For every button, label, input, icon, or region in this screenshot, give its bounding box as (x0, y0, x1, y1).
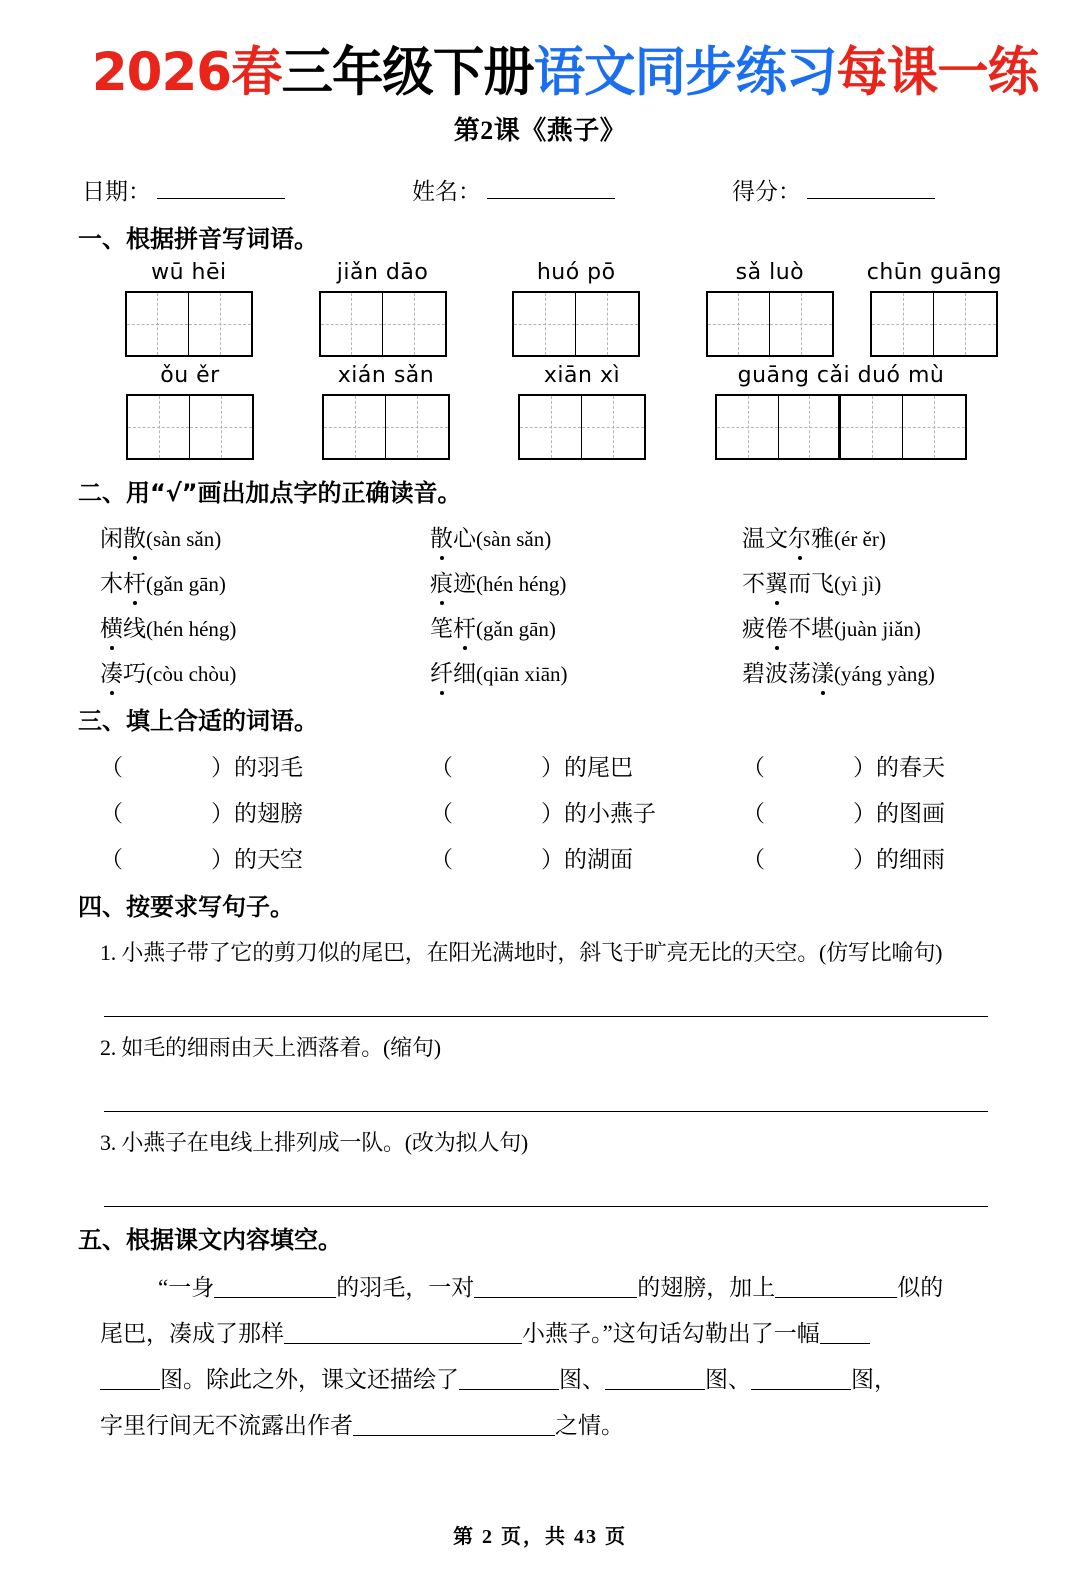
close-paren: ） (541, 755, 564, 781)
tianzige-cell[interactable] (717, 396, 779, 458)
cloze-line-1 (100, 1265, 1002, 1311)
title-segment-1: 三年级下册 (281, 42, 534, 103)
word-fill-text: 的图画 (876, 801, 945, 827)
pronunciation-choice-row (78, 520, 1002, 553)
pinyin-options[interactable]: (còu chòu) (146, 662, 237, 687)
tianzige-cell[interactable] (708, 293, 770, 355)
open-paren: （ (430, 755, 453, 781)
tianzige-cell[interactable] (779, 396, 841, 458)
section-2-heading: 二、用“√”画出加点字的正确读音。 (78, 479, 462, 508)
character: 巧 (123, 661, 146, 687)
answer-line[interactable] (104, 981, 988, 1017)
word-fill-text: 的细雨 (876, 847, 945, 873)
cloze-blank-5b[interactable] (100, 1368, 160, 1390)
close-paren: ） (853, 847, 876, 873)
tianzige-grid[interactable] (322, 394, 450, 460)
tianzige-cell[interactable] (386, 396, 448, 458)
pinyin-grid-group (479, 260, 673, 357)
character: 堪 (811, 616, 834, 642)
word-fill-text: 的天空 (234, 847, 303, 873)
pronunciation-choice-item[interactable] (742, 565, 881, 598)
pinyin-grid-group (92, 260, 286, 357)
cloze-text-1a: “一身 (158, 1275, 215, 1301)
word-fill-text: 的尾巴 (564, 755, 633, 781)
tianzige-cell[interactable] (383, 293, 445, 355)
close-paren: ） (541, 847, 564, 873)
cloze-text-3a: 图。除此之外，课文还描绘了 (160, 1367, 459, 1393)
cloze-blank-4[interactable] (284, 1322, 522, 1344)
section-1-heading: 一、根据拼音写词语。 (78, 225, 318, 254)
sentence-prompt: 2. 如毛的细雨由天上洒落着。(缩句) (100, 1035, 441, 1061)
pinyin-grid-group (673, 260, 867, 357)
pronunciation-choice-item[interactable] (100, 520, 430, 553)
pinyin-options[interactable]: (gǎn gān) (146, 572, 226, 597)
page-footer: 第 2 页，共 43 页 (453, 1526, 627, 1548)
pronunciation-choice-row (78, 655, 1002, 688)
word-fill-text: 的羽毛 (234, 755, 303, 781)
cloze-text-4b: 之情。 (555, 1413, 624, 1439)
character: 细 (453, 661, 476, 687)
character: 而 (788, 571, 811, 597)
character: 线 (123, 616, 146, 642)
pronunciation-choice-item[interactable] (430, 610, 742, 643)
character: 飞 (811, 571, 834, 597)
cloze-text-4a: 字里行间无不流露出作者 (100, 1413, 353, 1439)
pinyin-options[interactable]: (qiān xiān) (476, 662, 568, 687)
character: 笔 (430, 616, 453, 642)
open-paren: （ (742, 801, 765, 827)
tianzige-cell[interactable] (520, 396, 582, 458)
close-paren: ） (853, 755, 876, 781)
cloze-blank-6[interactable] (459, 1368, 559, 1390)
dotted-character: 杆 (123, 565, 146, 598)
pinyin-options[interactable]: (gǎn gān) (476, 617, 556, 642)
word-fill-item[interactable] (100, 841, 430, 874)
tianzige-grid[interactable] (125, 291, 253, 357)
character: 木 (100, 571, 123, 597)
dotted-character: 倦 (765, 610, 788, 643)
date-field[interactable] (82, 173, 412, 206)
tianzige-grid[interactable] (518, 394, 646, 460)
cloze-blank-2[interactable] (474, 1276, 637, 1298)
character: 迹 (453, 571, 476, 597)
section-4-heading: 四、按要求写句子。 (78, 893, 294, 922)
tianzige-cell[interactable] (872, 293, 934, 355)
pronunciation-choice-item[interactable] (100, 610, 430, 643)
cloze-line-3 (100, 1357, 1002, 1403)
pronunciation-choice-item[interactable] (742, 655, 935, 688)
date-blank[interactable] (157, 179, 285, 199)
pinyin-label: ǒu ěr (160, 363, 220, 389)
tianzige-grid[interactable] (715, 394, 967, 460)
section-5-body (78, 1265, 1002, 1449)
open-paren: （ (100, 755, 123, 781)
title-segment-3: 每课一练 (836, 42, 1039, 103)
tianzige-cell[interactable] (514, 293, 576, 355)
pinyin-grid-group (484, 363, 680, 460)
character: 波 (765, 661, 788, 687)
tianzige-cell[interactable] (903, 396, 965, 458)
date-label: 日期： (82, 179, 151, 205)
score-blank[interactable] (807, 179, 935, 199)
tianzige-cell[interactable] (190, 396, 252, 458)
pronunciation-choice-item[interactable] (430, 655, 742, 688)
character: 心 (453, 526, 476, 552)
tianzige-cell[interactable] (321, 293, 383, 355)
word-fill-item[interactable] (430, 749, 742, 782)
pinyin-options[interactable]: (ér ěr) (834, 527, 886, 552)
tianzige-grid[interactable] (319, 291, 447, 357)
word-fill-item[interactable] (100, 795, 430, 828)
title-segment-0: 2026春 (91, 42, 282, 103)
close-paren: ） (211, 755, 234, 781)
name-field[interactable] (412, 173, 732, 206)
pronunciation-choice-item[interactable] (742, 610, 921, 643)
dotted-character: 漾 (811, 655, 834, 688)
cloze-text-2a: 尾巴，凑成了那样 (100, 1321, 284, 1347)
section-1-body (78, 260, 1002, 460)
pinyin-label: sǎ luò (735, 260, 805, 286)
pronunciation-choice-item[interactable] (100, 655, 430, 688)
page-title (91, 42, 1039, 103)
pinyin-grid-group (288, 363, 484, 460)
cloze-blank-3[interactable] (775, 1276, 897, 1298)
tianzige-grid[interactable] (126, 394, 254, 460)
title-segment-2: 语文同步练习 (533, 42, 837, 103)
close-paren: ） (211, 801, 234, 827)
tianzige-cell[interactable] (324, 396, 386, 458)
cloze-text-3b: 图、 (559, 1367, 605, 1393)
character: 温 (742, 526, 765, 552)
dotted-character: 散 (430, 520, 453, 553)
pinyin-grid-group (286, 260, 480, 357)
page-subtitle: 第2课《燕子》 (453, 116, 627, 146)
sentence-prompt: 1. 小燕子带了它的剪刀似的尾巴，在阳光满地时，斜飞于旷亮无比的天空。(仿写比喻句) (100, 940, 943, 966)
dotted-character: 杆 (453, 610, 476, 643)
dotted-character: 翼 (765, 565, 788, 598)
cloze-text-3c: 图、 (705, 1367, 751, 1393)
section-4-body (78, 936, 1002, 1207)
pinyin-grid-row (78, 260, 1002, 357)
cloze-line-4 (100, 1403, 1002, 1449)
pinyin-label: xián sǎn (337, 363, 435, 389)
tianzige-grid[interactable] (870, 291, 998, 357)
cloze-blank-8[interactable] (751, 1368, 851, 1390)
tianzige-grid[interactable] (512, 291, 640, 357)
name-label: 姓名： (412, 179, 481, 205)
pinyin-options[interactable]: (hén héng) (476, 572, 567, 597)
dotted-character: 痕 (430, 565, 453, 598)
word-fill-item[interactable] (430, 795, 742, 828)
character: 雅 (811, 526, 834, 552)
character: 疲 (742, 616, 765, 642)
student-info-row (78, 173, 1002, 206)
cloze-blank-9[interactable] (353, 1414, 555, 1436)
pinyin-grid-group (680, 363, 1002, 460)
name-blank[interactable] (487, 179, 615, 199)
cloze-line-2 (100, 1311, 1002, 1357)
cloze-blank-5a[interactable] (820, 1322, 870, 1344)
section-3-body (78, 749, 1002, 874)
word-fill-item[interactable] (742, 749, 945, 782)
pronunciation-choice-item[interactable] (430, 520, 742, 553)
character: 碧 (742, 661, 765, 687)
cloze-blank-7[interactable] (605, 1368, 705, 1390)
pinyin-label: guāng cǎi duó mù (737, 363, 945, 389)
character: 荡 (788, 661, 811, 687)
tianzige-cell[interactable] (576, 293, 638, 355)
open-paren: （ (100, 847, 123, 873)
open-paren: （ (742, 755, 765, 781)
word-fill-row (78, 795, 1002, 828)
tianzige-cell[interactable] (934, 293, 996, 355)
dotted-character: 散 (123, 520, 146, 553)
word-fill-row (78, 749, 1002, 782)
open-paren: （ (742, 847, 765, 873)
pinyin-options[interactable]: (juàn jiǎn) (834, 617, 921, 642)
dotted-character: 纤 (430, 655, 453, 688)
cloze-text-2b: 小燕子。”这句话勾勒出了一幅 (522, 1321, 820, 1347)
pinyin-grid-row (78, 363, 1002, 460)
pinyin-options[interactable]: (yì jì) (834, 572, 882, 597)
pinyin-label: huó pō (536, 260, 616, 286)
word-fill-text: 的翅膀 (234, 801, 303, 827)
pinyin-options[interactable]: (yáng yàng) (834, 662, 935, 687)
word-fill-row (78, 841, 1002, 874)
tianzige-cell[interactable] (770, 293, 832, 355)
dotted-character: 尔 (788, 520, 811, 553)
pinyin-label: wū hēi (151, 260, 227, 286)
tianzige-cell[interactable] (189, 293, 251, 355)
section-5-heading: 五、根据课文内容填空。 (78, 1226, 342, 1255)
pinyin-label: chūn guāng (866, 260, 1002, 286)
cloze-blank-1[interactable] (214, 1276, 336, 1298)
character: 文 (765, 526, 788, 552)
pronunciation-choice-item[interactable] (742, 520, 886, 553)
dotted-character: 横 (100, 610, 123, 643)
word-fill-item[interactable] (742, 841, 945, 874)
score-field[interactable] (732, 173, 935, 206)
cloze-text-1b: 的羽毛，一对 (336, 1275, 475, 1301)
answer-line[interactable] (104, 1076, 988, 1112)
sentence-prompt: 3. 小燕子在电线上排列成一队。(改为拟人句) (100, 1130, 529, 1156)
pronunciation-choice-row (78, 565, 1002, 598)
pinyin-grid-group (867, 260, 1002, 357)
character: 闲 (100, 526, 123, 552)
open-paren: （ (100, 801, 123, 827)
pinyin-grid-group (92, 363, 288, 460)
answer-line[interactable] (104, 1171, 988, 1207)
word-fill-text: 的湖面 (564, 847, 633, 873)
section-2-body (78, 520, 1002, 688)
word-fill-item[interactable] (430, 841, 742, 874)
close-paren: ） (541, 801, 564, 827)
character: 不 (788, 616, 811, 642)
character: 不 (742, 571, 765, 597)
pronunciation-choice-item[interactable] (430, 565, 742, 598)
word-fill-text: 的春天 (876, 755, 945, 781)
pinyin-options[interactable]: (sàn sǎn) (476, 527, 552, 552)
cloze-text-3d: 图， (851, 1367, 897, 1393)
tianzige-cell[interactable] (128, 396, 190, 458)
pinyin-label: xiān xì (543, 363, 621, 389)
close-paren: ） (211, 847, 234, 873)
tianzige-cell[interactable] (841, 396, 903, 458)
open-paren: （ (430, 847, 453, 873)
worksheet-page (0, 44, 1080, 1571)
pinyin-options[interactable]: (sàn sǎn) (146, 527, 222, 552)
dotted-character: 凑 (100, 655, 123, 688)
word-fill-item[interactable] (100, 749, 430, 782)
tianzige-cell[interactable] (127, 293, 189, 355)
pronunciation-choice-row (78, 610, 1002, 643)
section-3-heading: 三、填上合适的词语。 (78, 707, 318, 736)
pinyin-label: jiǎn dāo (336, 260, 429, 286)
tianzige-grid[interactable] (706, 291, 834, 357)
pronunciation-choice-item[interactable] (100, 565, 430, 598)
close-paren: ） (853, 801, 876, 827)
pinyin-options[interactable]: (hén héng) (146, 617, 237, 642)
score-label: 得分： (732, 179, 801, 205)
tianzige-cell[interactable] (582, 396, 644, 458)
word-fill-item[interactable] (742, 795, 945, 828)
open-paren: （ (430, 801, 453, 827)
cloze-text-1d: 似的 (897, 1275, 944, 1301)
word-fill-text: 的小燕子 (564, 801, 656, 827)
cloze-text-1c: 的翅膀，加上 (637, 1275, 776, 1301)
